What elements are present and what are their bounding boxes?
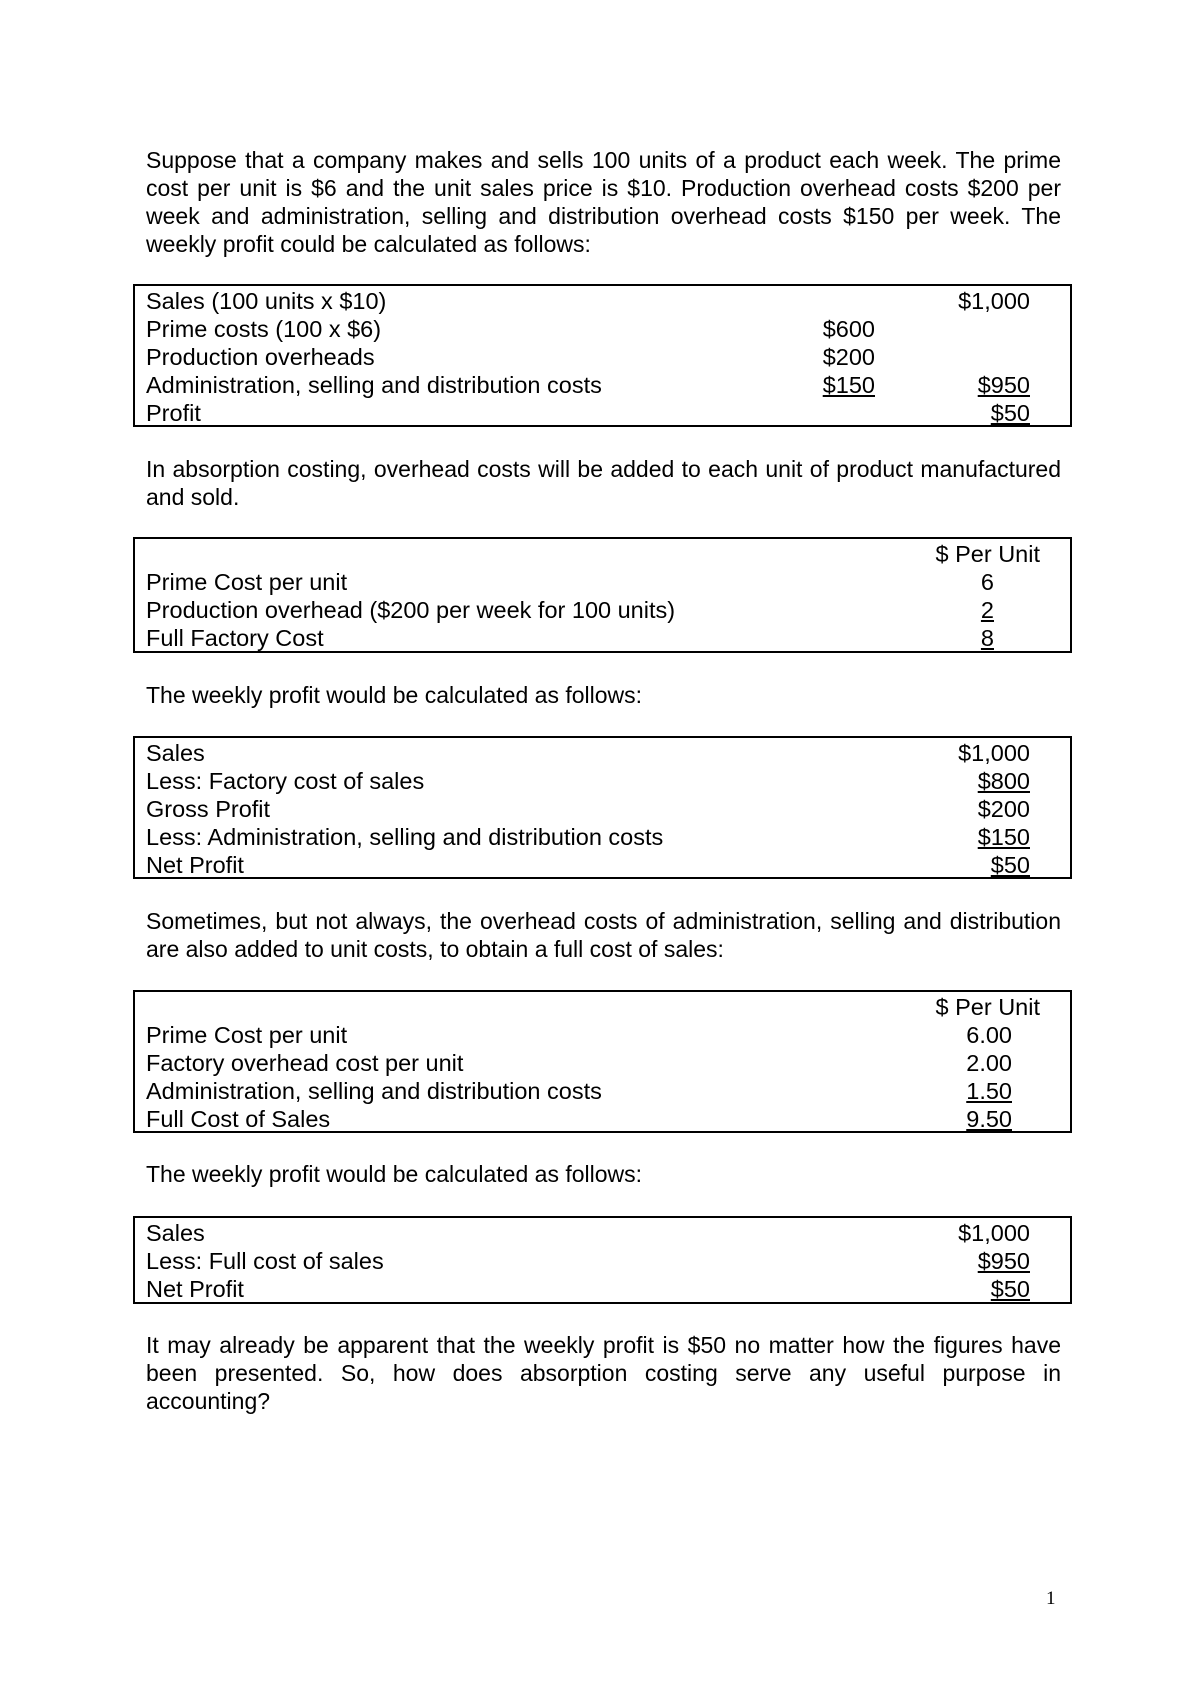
table-row: [135, 596, 1070, 624]
row-value: 2.00: [966, 1050, 1012, 1076]
row-value: $50: [990, 852, 1030, 878]
row-label: Prime Cost per unit: [146, 569, 348, 595]
full-cost-profit-table: [133, 1216, 1072, 1304]
table-row: [135, 767, 1070, 795]
row-label: Profit: [146, 400, 201, 426]
row-label: Prime Cost per unit: [146, 1022, 348, 1048]
absorption-paragraph: In absorption costing, overhead costs will be added to each unit of product manufactured and sold.: [146, 456, 1061, 510]
row-value: 8: [980, 625, 994, 651]
row-label: Gross Profit: [146, 796, 271, 822]
row-label: Full Factory Cost: [146, 625, 324, 651]
row-total: $1,000: [958, 288, 1030, 314]
table-header-row: [135, 993, 1070, 1021]
table-row: [135, 1247, 1070, 1275]
row-value: 1.50: [966, 1078, 1012, 1104]
table-row: [135, 399, 1070, 427]
table-row: [135, 343, 1070, 371]
row-amount: $150: [822, 372, 875, 398]
table-row: [135, 287, 1070, 315]
row-label: Full Cost of Sales: [146, 1106, 331, 1132]
table-row: [135, 1021, 1070, 1049]
row-amount: $600: [822, 316, 875, 342]
full-cost-table: [133, 990, 1072, 1133]
row-label: Sales: [146, 740, 205, 766]
table-row: [135, 1219, 1070, 1247]
row-label: Less: Full cost of sales: [146, 1248, 384, 1274]
row-label: Less: Administration, selling and distribution costs: [146, 824, 664, 850]
closing-paragraph: It may already be apparent that the weekly profit is $50 no matter how the figures have been presented. So, how does absorption costing serve any useful purpose in accounting?: [146, 1332, 1061, 1414]
table-row: [135, 739, 1070, 767]
row-label: Production overheads: [146, 344, 375, 370]
row-value: $50: [990, 1276, 1030, 1302]
table-row: [135, 315, 1070, 343]
weekly-profit-paragraph: The weekly profit would be calculated as follows:: [146, 682, 643, 708]
row-label: Sales (100 units x $10): [146, 288, 387, 314]
row-label: Administration, selling and distribution costs: [146, 1078, 602, 1104]
table-row: [135, 371, 1070, 399]
intro-paragraph: Suppose that a company makes and sells 100 units of a product each week. The prime cost per unit is $6 and the unit sales price is $10. Production overhead costs $200 per week and administration, selling and distribution overhead costs $150 per week. The weekly profit could be calculated as follows:: [146, 147, 1061, 257]
row-value: $150: [977, 824, 1030, 850]
row-value: $1,000: [958, 740, 1030, 766]
weekly-profit-table: [133, 284, 1072, 427]
weekly-profit-paragraph-2: The weekly profit would be calculated as follows:: [146, 1161, 643, 1187]
row-value: $1,000: [958, 1220, 1030, 1246]
row-amount: $200: [822, 344, 875, 370]
column-header: $ Per Unit: [935, 994, 1040, 1020]
row-value: 9.50: [966, 1106, 1012, 1132]
row-label: Net Profit: [146, 852, 244, 878]
row-value: $200: [977, 796, 1030, 822]
table-row: [135, 1105, 1070, 1133]
table-row: [135, 624, 1070, 652]
row-value: $950: [977, 1248, 1030, 1274]
row-label: Prime costs (100 x $6): [146, 316, 382, 342]
row-total: $950: [977, 372, 1030, 398]
column-header: $ Per Unit: [935, 541, 1040, 567]
table-row: [135, 1077, 1070, 1105]
table-row: [135, 823, 1070, 851]
row-label: Administration, selling and distribution costs: [146, 372, 602, 398]
table-row: [135, 851, 1070, 879]
row-value: 6.00: [966, 1022, 1012, 1048]
page-number: 1: [1046, 1588, 1056, 1609]
row-label: Sales: [146, 1220, 205, 1246]
row-label: Production overhead ($200 per week for 100 units): [146, 597, 676, 623]
row-value: 2: [980, 597, 994, 623]
row-label: Factory overhead cost per unit: [146, 1050, 464, 1076]
row-value: 6: [980, 569, 994, 595]
row-total: $50: [990, 400, 1030, 426]
table-row: [135, 1049, 1070, 1077]
absorption-profit-table: [133, 736, 1072, 879]
table-row: [135, 568, 1070, 596]
row-label: Less: Factory cost of sales: [146, 768, 425, 794]
unit-cost-table: [133, 537, 1072, 653]
table-header-row: [135, 540, 1070, 568]
row-label: Net Profit: [146, 1276, 244, 1302]
table-row: [135, 795, 1070, 823]
full-cost-paragraph: Sometimes, but not always, the overhead costs of administration, selling and distribution are also added to unit costs, to obtain a full cost of sales:: [146, 908, 1061, 962]
table-row: [135, 1275, 1070, 1303]
row-value: $800: [977, 768, 1030, 794]
